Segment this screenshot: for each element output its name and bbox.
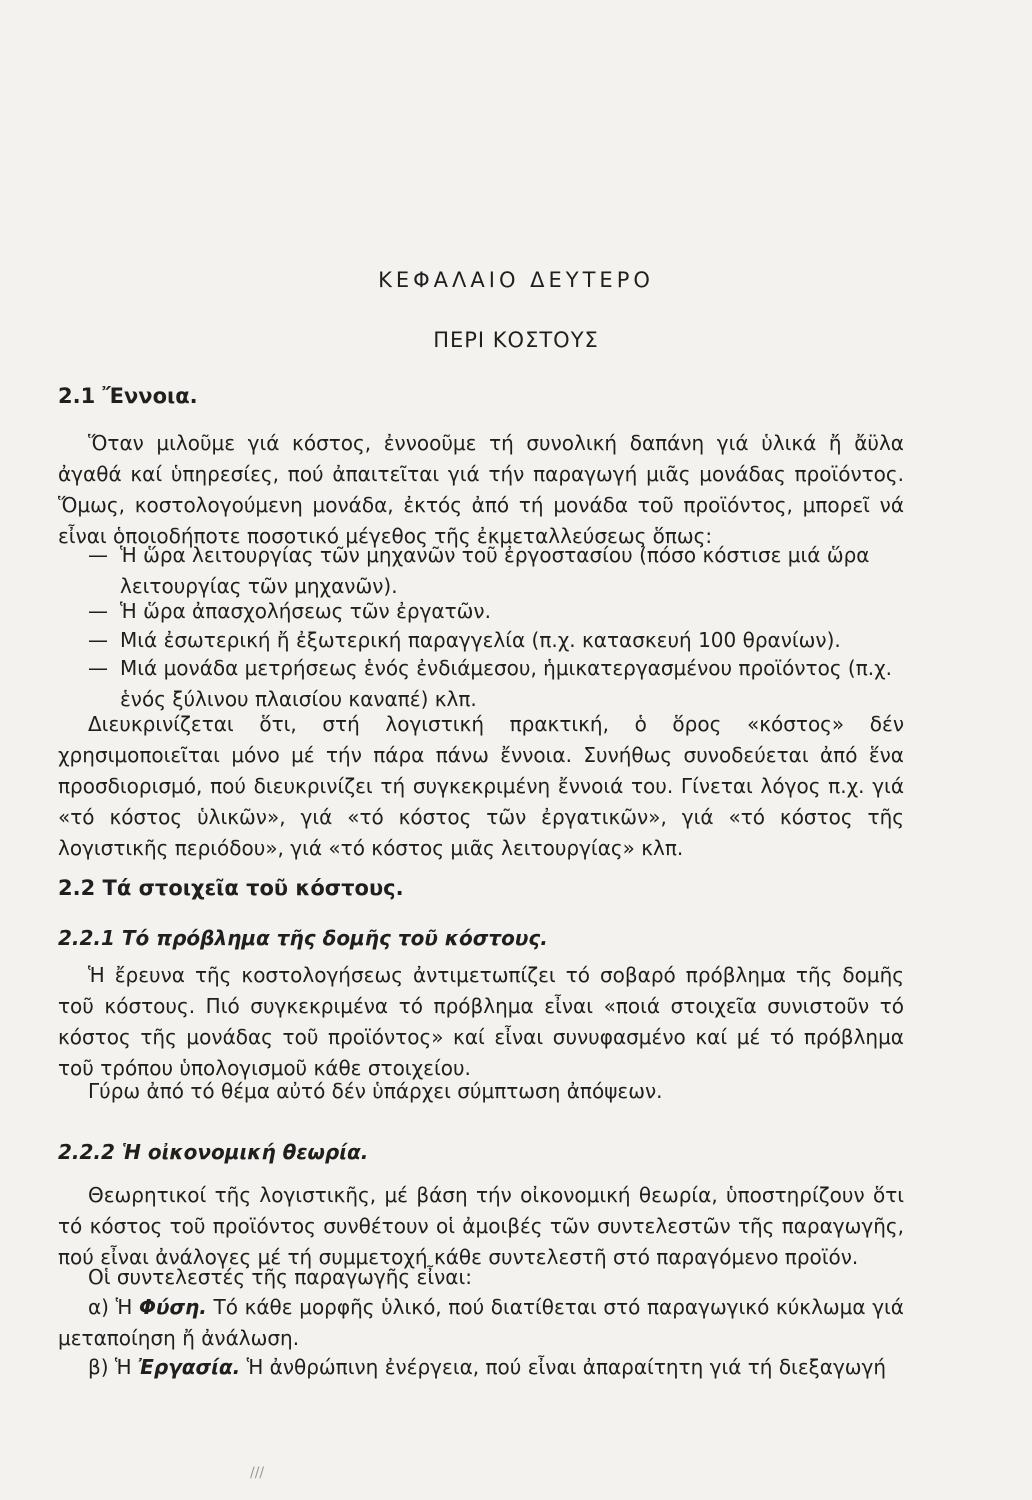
- factor-labour: β) Ἡ Ἐργασία. Ἡ ἀνθρώπινη ἐνέργεια, πού εἶναι ἀπαραίτητη γιά τή διεξαγωγή: [88, 1355, 887, 1379]
- list-dash: —: [88, 543, 108, 567]
- section-2-2-heading: 2.2 Τά στοιχεῖα τοῦ κόστους.: [58, 876, 404, 900]
- section-2-2-2-heading: 2.2.2 Ἡ οἰκονομική θεωρία.: [58, 1140, 369, 1164]
- chapter-title: ΠΕΡΙ ΚΟΣΤΟΥΣ: [433, 328, 599, 352]
- list-item: — Ἡ ὥρα ἀπασχολήσεως τῶν ἐργατῶν.: [90, 596, 900, 627]
- term-nature: Φύση.: [138, 1295, 207, 1319]
- section-2-1-paragraph-1: Ὅταν μιλοῦμε γιά κόστος, ἐννοοῦμε τή συνολική δαπάνη γιά ὑλικά ἤ ἄϋλα ἀγαθά καί ὑπηρεσίες, πού ἀπαιτεῖται γιά τήν παραγωγή μιᾶς μονάδας προϊόντος. Ὅμως, κοστολογούμενη μονάδα, ἐκτός ἀπό τή μονάδα τοῦ προϊόντος, μπορεῖ νά εἶναι ὁποιοδήποτε ποσοτικό μέγεθος τῆς ἐκμεταλλεύσεως ὅπως:: [58, 431, 904, 548]
- list-dash: —: [88, 599, 108, 623]
- term-labour: Ἐργασία.: [138, 1355, 241, 1379]
- list-item: — Μιά ἐσωτερική ἤ ἐξωτερική παραγγελία (π.χ. κατασκευή 100 θρανίων).: [90, 625, 900, 656]
- section-2-1-paragraph-2: Διευκρινίζεται ὅτι, στή λογιστική πρακτική, ὁ ὅρος «κόστος» δέν χρησιμοποιεῖται μόνο μέ τήν πάρα πάνω ἔννοια. Συνήθως συνοδεύεται ἀπό ἕνα προσδιορισμό, πού διευκρινίζει τή συγκεκριμένη ἔννοιά του. Γίνεται λόγος π.χ. γιά «τό κόστος ὑλικῶν», γιά «τό κόστος τῶν ἐργατικῶν», γιά «τό κόστος τῆς λογιστικῆς περιόδου», γιά «τό κόστος μιᾶς λειτουργίας» κλπ.: [58, 712, 904, 860]
- section-2-2-1-paragraph-2: Γύρω ἀπό τό θέμα αὐτό δέν ὑπάρχει σύμπτωση ἀπόψεων.: [88, 1079, 663, 1103]
- factor-nature: α) Ἡ Φύση. Τό κάθε μορφῆς ὑλικό, πού διατίθεται στό παραγωγικό κύκλωμα γιά μεταποίηση ἤ ἀνάλωση.: [58, 1295, 904, 1350]
- chapter-label: ΚΕΦΑΛΑΙΟ ΔΕΥΤΕΡΟ: [378, 268, 654, 292]
- list-dash: —: [88, 628, 108, 652]
- section-2-2-2-paragraph-2: Οἱ συντελεστές τῆς παραγωγῆς εἶναι:: [88, 1265, 472, 1289]
- page-footer-mark: ///: [250, 1465, 265, 1481]
- list-item: — Ἡ ὥρα λειτουργίας τῶν μηχανῶν τοῦ ἐργοστασίου (πόσο κόστισε μιά ὥρα λειτουργίας τῶν μηχανῶν).: [90, 540, 900, 602]
- section-2-2-1-heading: 2.2.1 Τό πρόβλημα τῆς δομῆς τοῦ κόστους.: [58, 926, 548, 950]
- section-2-2-2-paragraph-1: Θεωρητικοί τῆς λογιστικῆς, μέ βάση τήν οἰκονομική θεωρία, ὑποστηρίζουν ὅτι τό κόστος τοῦ προϊόντος συνθέτουν οἱ ἀμοιβές τῶν συντελεστῶν τῆς παραγωγῆς, πού εἶναι ἀνάλογες μέ τή συμμετοχή κάθε συντελεστῆ στό παραγόμενο προϊόν.: [58, 1183, 904, 1269]
- list-dash: —: [88, 656, 108, 680]
- section-2-2-1-paragraph-1: Ἡ ἔρευνα τῆς κοστολογήσεως ἀντιμετωπίζει τό σοβαρό πρόβλημα τῆς δομῆς τοῦ κόστους. Πιό συγκεκριμένα τό πρόβλημα εἶναι «ποιά στοιχεῖα συνιστοῦν τό κόστος τῆς μονάδας τοῦ προϊόντος» καί εἶναι συνυφασμένο καί μέ τό πρόβλημα τοῦ τρόπου ὑπολογισμοῦ κάθε στοιχείου.: [58, 963, 904, 1080]
- section-2-1-heading: 2.1 Ἔννοια.: [58, 384, 198, 408]
- list-item: — Μιά μονάδα μετρήσεως ἑνός ἐνδιάμεσου, ἡμικατεργασμένου προϊόντος (π.χ. ἑνός ξύλινου πλαισίου καναπέ) κλπ.: [90, 653, 900, 715]
